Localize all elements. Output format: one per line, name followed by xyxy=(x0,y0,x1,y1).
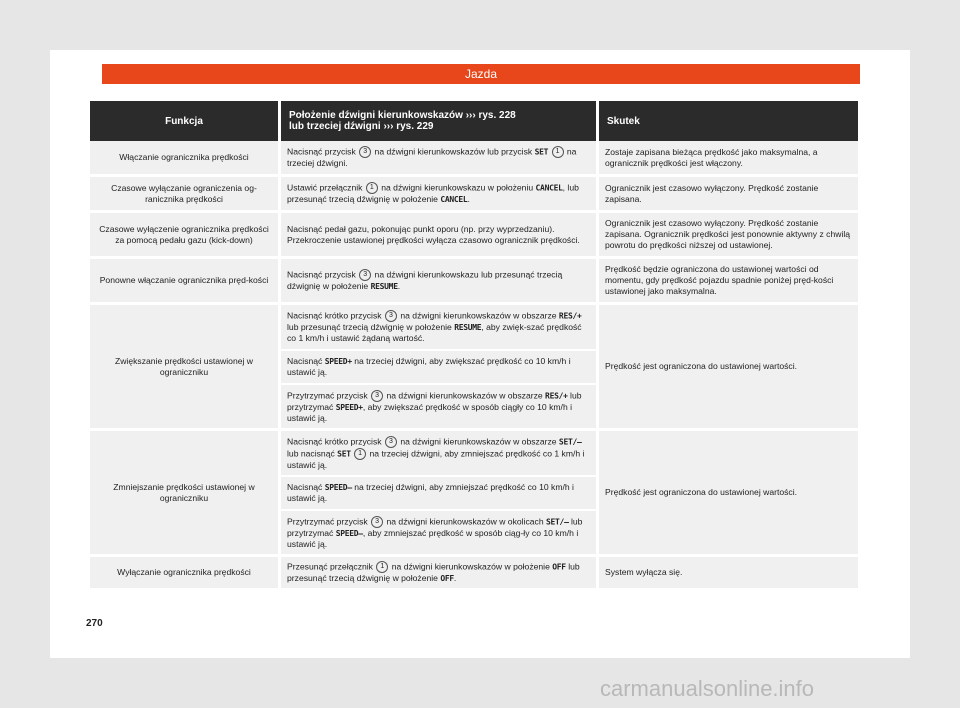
cell-polozenie: Nacisnąć SPEED– na trzeciej dźwigni, aby zmniejszać prędkość co 10 km/h i ustawić ją. xyxy=(278,477,596,511)
cell-polozenie: Przytrzymać przycisk 3 na dźwigni kierunkowskazów w okolicach SET/– lub przytrzymać SPEED–, aby zmniejszać prędkość w sposób ciąg-ły co 10 km/h i ustawić ją. xyxy=(278,511,596,557)
keyword: RESUME xyxy=(454,323,482,332)
section-header: Jazda xyxy=(102,64,860,84)
table-row xyxy=(90,177,858,213)
cell-skutek: Ogranicznik jest czasowo wyłączony. Prędkość zostanie zapisana. xyxy=(596,177,858,213)
keyword: SET/– xyxy=(558,436,582,446)
number-3-badge: 3 xyxy=(371,516,383,528)
cell-funkcja: Czasowe wyłączanie ograniczenia og-ranicznika prędkości xyxy=(90,177,278,213)
keyword: SET/– xyxy=(546,516,569,526)
cell-polozenie: Nacisnąć SPEED+ na trzeciej dźwigni, aby zwiększać prędkość co 10 km/h i ustawić ją. xyxy=(278,351,596,385)
header-funkcja: Funkcja xyxy=(90,101,278,141)
keyword: OFF xyxy=(552,562,566,572)
header-polozenie: Położenie dźwigni kierunkowskazów ››› rys. 228 lub trzeciej dźwigni ››› rys. 229 xyxy=(278,101,596,141)
cell-polozenie: Ustawić przełącznik 1 na dźwigni kierunkowskazu w położeniu CANCEL, lub przesunąć trzecią dźwignię w położenie CANCEL. xyxy=(278,177,596,213)
keyword: SPEED– xyxy=(335,528,363,538)
manual-page xyxy=(50,50,910,658)
keyword: SPEED– xyxy=(324,483,352,492)
keyword: CANCEL xyxy=(535,183,563,193)
table-row xyxy=(90,213,858,259)
cell-funkcja: Czasowe wyłączenie ogranicznika prędkości za pomocą pedału gazu (kick-down) xyxy=(90,213,278,259)
number-3-badge: 3 xyxy=(371,390,383,402)
cell-polozenie: Przesunąć przełącznik 1 na dźwigni kierunkowskazów w położenie OFF lub przesunąć trzecią dźwignię w położenie OFF. xyxy=(278,557,596,591)
table-header-row xyxy=(90,101,858,141)
cell-funkcja: Włączanie ogranicznika prędkości xyxy=(90,141,278,177)
header-skutek: Skutek xyxy=(596,101,858,141)
cell-skutek: Prędkość jest ograniczona do ustawionej wartości. xyxy=(596,305,858,431)
table-row xyxy=(90,305,858,351)
cell-funkcja: Ponowne włączanie ogranicznika pręd-kości xyxy=(90,259,278,305)
cell-funkcja: Wyłączanie ogranicznika prędkości xyxy=(90,557,278,591)
cell-skutek: Zostaje zapisana bieżąca prędkość jako maksymalna, a ogranicznik prędkości jest włączony. xyxy=(596,141,858,177)
cell-polozenie: Nacisnąć przycisk 3 na dźwigni kierunkowskazów lub przycisk SET 1 na trzeciej dźwigni. xyxy=(278,141,596,177)
cell-polozenie: Nacisnąć przycisk 3 na dźwigni kierunkowskazu lub przesunąć trzecią dźwignię w położenie RESUME. xyxy=(278,259,596,305)
cell-polozenie: Nacisnąć krótko przycisk 3 na dźwigni kierunkowskazów w obszarze RES/+ lub przesunąć trzecią dźwignię w położenie RESUME, aby zwięk-szać prędkość co 1 km/h i ustawić żądaną wartość. xyxy=(278,305,596,351)
table-row xyxy=(90,431,858,477)
keyword: CANCEL xyxy=(440,195,468,204)
number-1-badge: 1 xyxy=(354,448,366,460)
number-3-badge: 3 xyxy=(359,146,371,158)
cell-polozenie: Nacisnąć krótko przycisk 3 na dźwigni kierunkowskazów w obszarze SET/– lub nacisnąć SET 1 na trzeciej dźwigni, aby zmniejszać prędkość co 1 km/h i ustawić ją. xyxy=(278,431,596,477)
cell-skutek: Ogranicznik jest czasowo wyłączony. Prędkość zostanie zapisana. Ogranicznik prędkości jest ponownie aktywny z chwilą powrotu do prędkości niższej od ustawionej. xyxy=(596,213,858,259)
cell-polozenie: Nacisnąć pedał gazu, pokonując punkt oporu (np. przy wyprzedzaniu). Przekroczenie ustawionej prędkości wyłącza czasowo ogranicznik prędkości. xyxy=(278,213,596,259)
table-row xyxy=(90,259,858,305)
watermark: carmanualsonline.info xyxy=(600,676,815,701)
keyword: OFF xyxy=(440,574,454,583)
keyword: RES/+ xyxy=(558,311,582,321)
table-row xyxy=(90,141,858,177)
keyword: RES/+ xyxy=(545,390,568,400)
cell-polozenie: Przytrzymać przycisk 3 na dźwigni kierunkowskazów w obszarze RES/+ lub przytrzymać SPEED+, aby zwiększać prędkość w sposób ciągły co 10 km/h i ustawić ją. xyxy=(278,385,596,431)
speed-limiter-table xyxy=(90,101,858,591)
cell-skutek: Prędkość będzie ograniczona do ustawionej wartości od momentu, gdy prędkość pojazdu spadnie poniżej pręd-kości ustawionej jako maksymalna. xyxy=(596,259,858,305)
keyword: SPEED+ xyxy=(335,402,363,412)
keyword: SET xyxy=(337,448,351,458)
cell-funkcja: Zwiększanie prędkości ustawionej w ograniczniku xyxy=(90,305,278,431)
number-3-badge: 3 xyxy=(385,436,397,448)
cell-skutek: Prędkość jest ograniczona do ustawionej wartości. xyxy=(596,431,858,557)
cell-funkcja: Zmniejszanie prędkości ustawionej w ograniczniku xyxy=(90,431,278,557)
number-1-badge: 1 xyxy=(366,182,378,194)
number-1-badge: 1 xyxy=(376,561,388,573)
number-1-badge: 1 xyxy=(552,146,564,158)
keyword: RESUME xyxy=(370,282,398,291)
keyword: SPEED+ xyxy=(324,357,352,366)
number-3-badge: 3 xyxy=(359,269,371,281)
number-3-badge: 3 xyxy=(385,310,397,322)
table-row xyxy=(90,557,858,591)
keyword: SET xyxy=(534,147,549,157)
cell-skutek: System wyłącza się. xyxy=(596,557,858,591)
page-number: 270 xyxy=(86,618,103,629)
